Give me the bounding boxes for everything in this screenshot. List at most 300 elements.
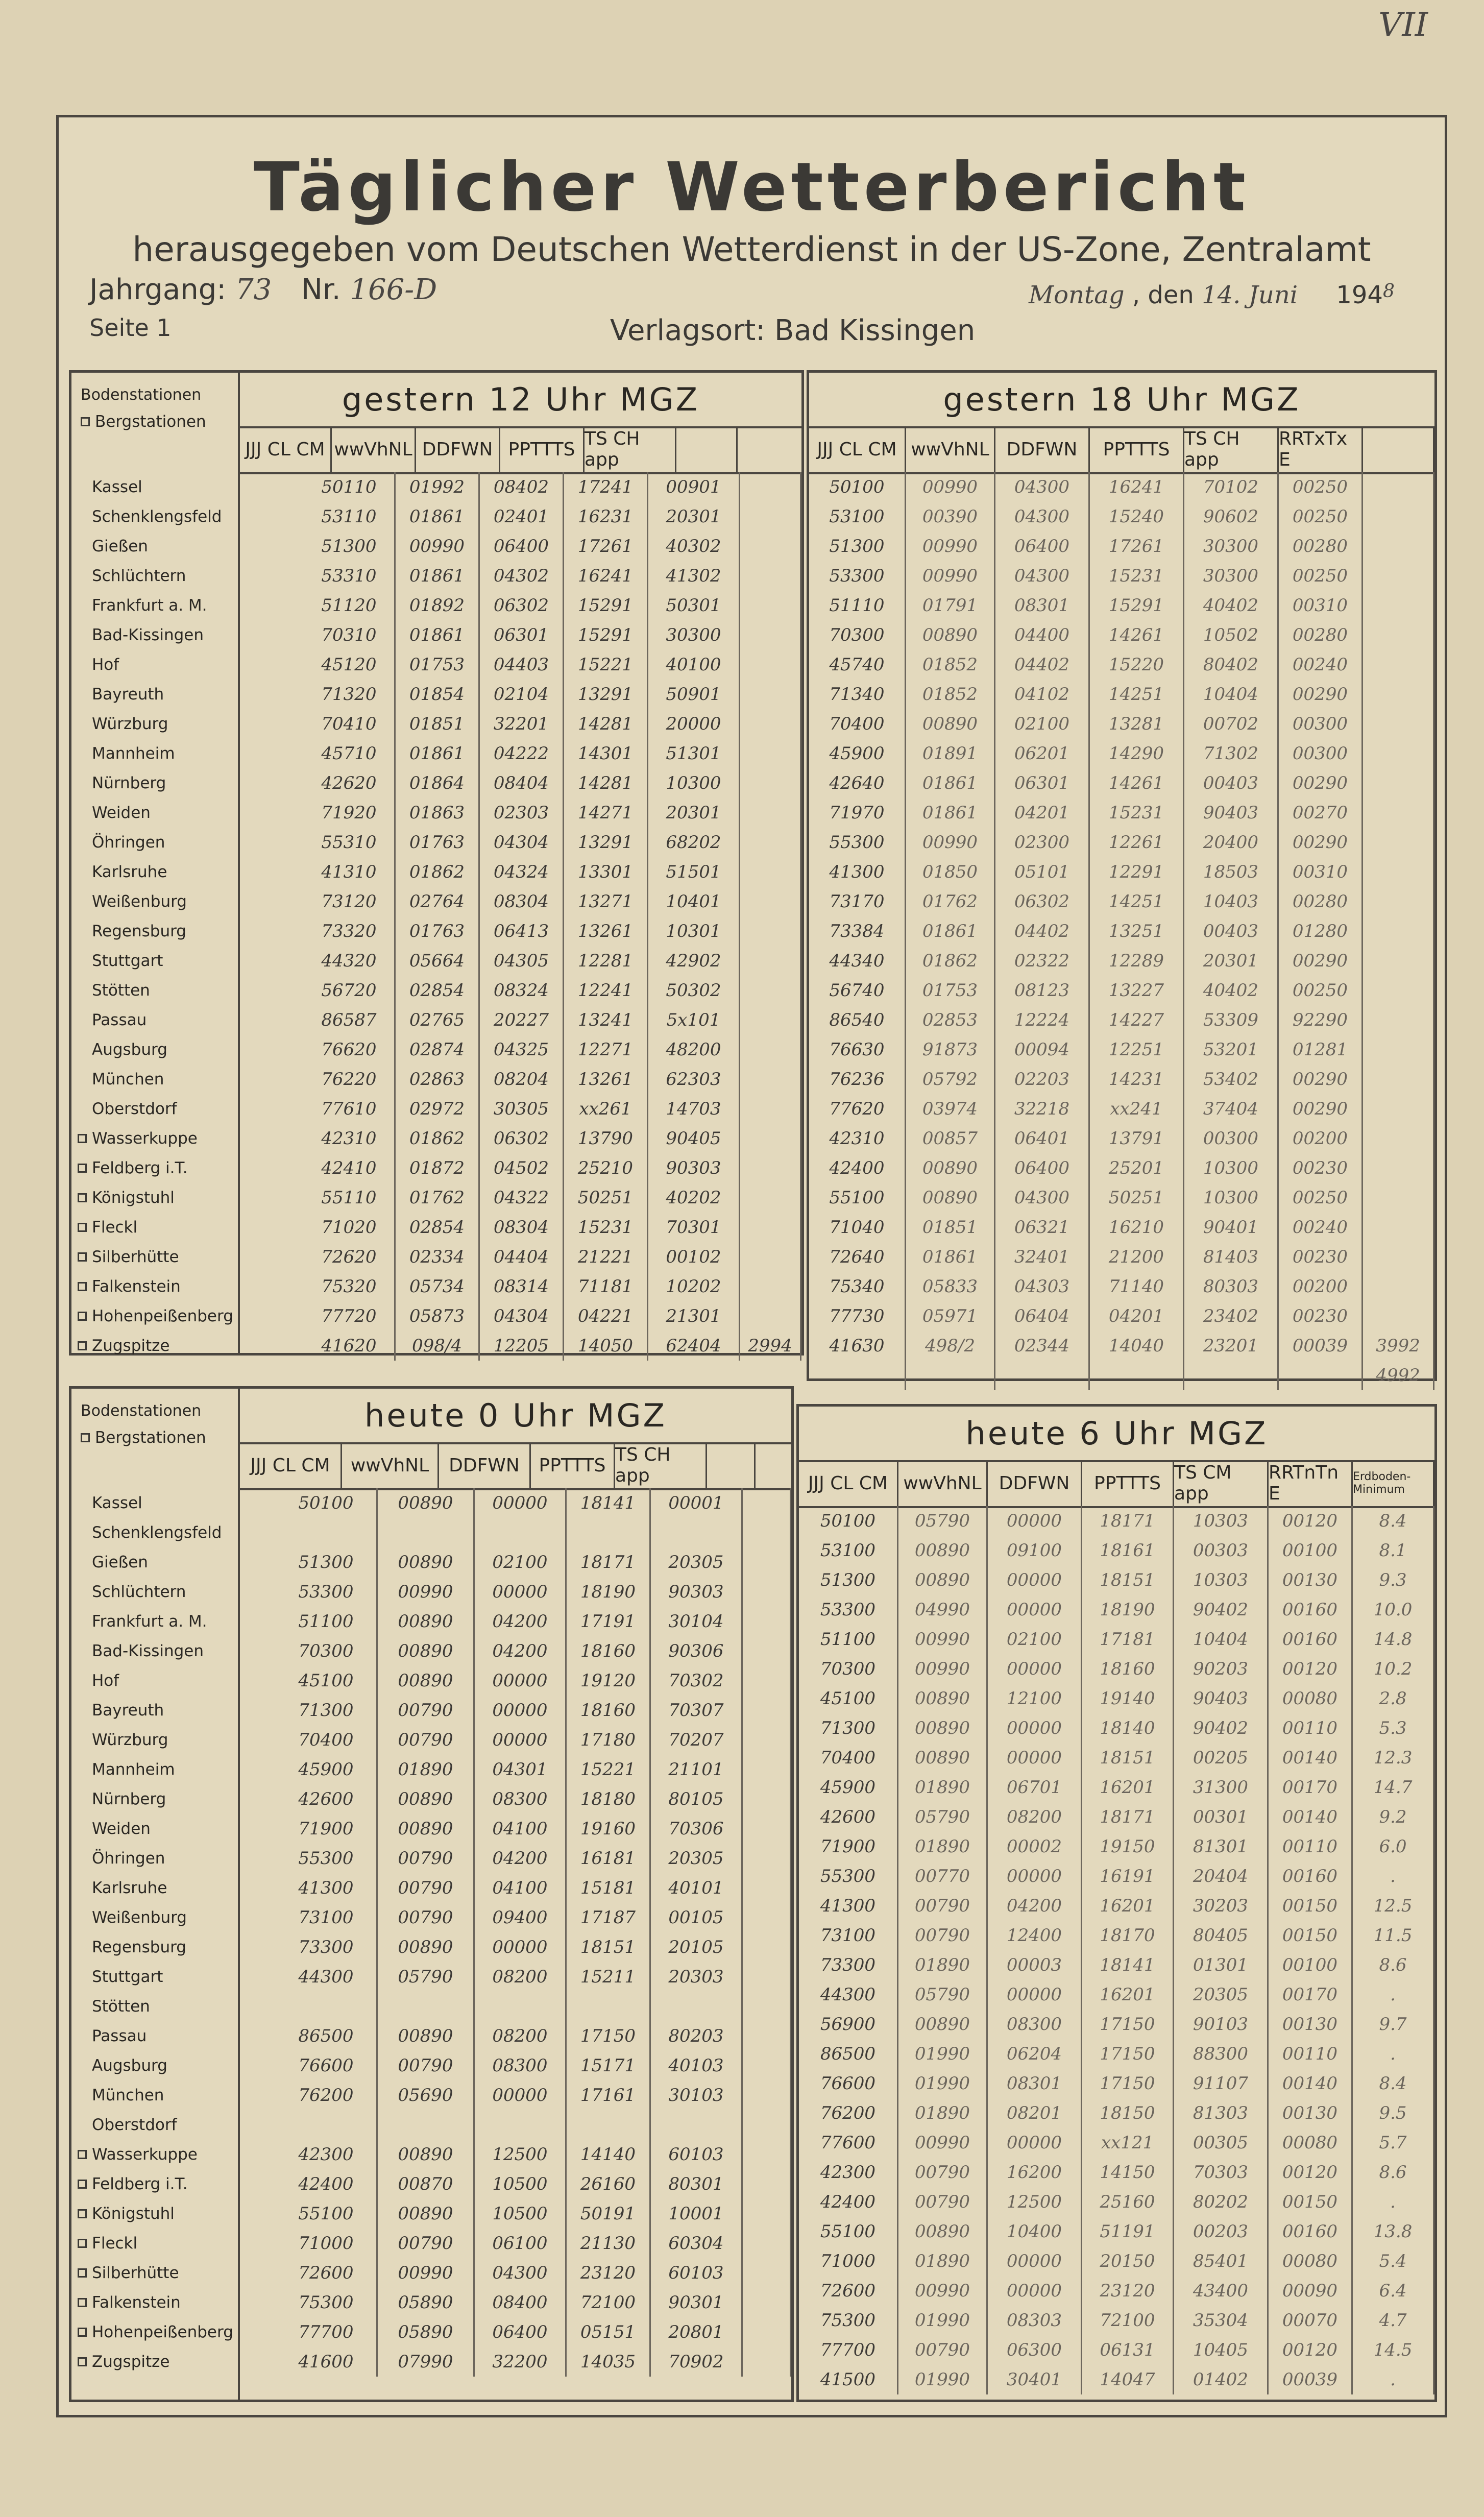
table-cell (567, 1992, 651, 2021)
table-cell: 71181 (564, 1272, 648, 1301)
station-name: Gießen (92, 1553, 148, 1571)
table-row (809, 1301, 1434, 1331)
station-name: Königstuhl (71, 1183, 238, 1213)
column-header: DDFWN (988, 1460, 1082, 1506)
station-name: Augsburg (92, 2056, 167, 2075)
table-cell (276, 1518, 378, 1547)
station-name: Mannheim (92, 1760, 175, 1779)
table-row (304, 1035, 801, 1064)
table-cell: 04300 (995, 1183, 1090, 1213)
table-cell: 12241 (564, 976, 648, 1005)
table-cell: 90403 (1184, 798, 1279, 828)
table-cell: 00890 (378, 1814, 475, 1844)
table-cell: 20227 (480, 1005, 564, 1035)
table-cell (743, 1962, 791, 1992)
table-cell: 06701 (988, 1773, 1082, 1802)
table-row (799, 1802, 1434, 1832)
table-cell: 40202 (648, 1183, 740, 1213)
table-cell: 00790 (378, 1873, 475, 1903)
table-cell: 73120 (304, 887, 396, 916)
column-header: wwVhNL (898, 1460, 988, 1506)
table-cell (276, 2110, 378, 2140)
table-cell: 01753 (396, 650, 480, 680)
table-cell: 05890 (378, 2317, 475, 2347)
table-row (809, 1094, 1434, 1124)
table-cell: 01892 (396, 591, 480, 620)
table-cell: 00990 (906, 531, 995, 561)
table-row (799, 1565, 1434, 1595)
table-cell (651, 1992, 743, 2021)
table-cell: 51191 (1082, 2217, 1174, 2246)
station-name: Hohenpeißenberg (71, 1301, 238, 1331)
table-cell (1363, 739, 1434, 768)
table-cell: 70300 (799, 1654, 898, 1684)
table-cell: 10.2 (1353, 1654, 1434, 1684)
table-cell: 01890 (898, 1950, 988, 1980)
table-cell: 00230 (1279, 1242, 1363, 1272)
table-cell (1363, 798, 1434, 828)
table-cell: 00890 (898, 1713, 988, 1743)
data-rows (809, 472, 1434, 1386)
table-row (304, 976, 801, 1005)
table-cell: 01280 (1279, 916, 1363, 946)
table-cell: 04300 (475, 2258, 567, 2288)
table-cell: 00990 (378, 1577, 475, 1607)
table-cell: 10502 (1184, 620, 1279, 650)
table-cell (743, 1518, 791, 1547)
table-cell (740, 946, 801, 976)
table-cell: 76620 (304, 1035, 396, 1064)
station-name: Kassel (92, 1494, 142, 1512)
table-cell: 20301 (1184, 946, 1279, 976)
table-cell (1184, 1361, 1279, 1390)
table-cell: 20000 (648, 709, 740, 739)
table-cell: 04200 (988, 1891, 1082, 1921)
station-name: München (92, 1070, 164, 1088)
table-cell: 00130 (1269, 2010, 1353, 2039)
table-cell: 4992 (1363, 1361, 1434, 1390)
table-cell: 00000 (988, 2276, 1082, 2306)
table-cell: 00990 (898, 1654, 988, 1684)
table-cell: 60103 (651, 2258, 743, 2288)
report-title: Täglicher Wetterbericht (253, 148, 1250, 227)
table-cell: 32218 (995, 1094, 1090, 1124)
table-cell: 15171 (567, 2051, 651, 2080)
table-cell: 08200 (988, 1802, 1082, 1832)
station-name: Frankfurt a. M. (92, 596, 207, 615)
table-row (304, 650, 801, 680)
table-row (276, 1666, 791, 1696)
table-cell (740, 1094, 801, 1124)
table-row (304, 1301, 801, 1331)
column-header (1363, 426, 1434, 472)
table-cell: 00001 (651, 1488, 743, 1518)
table-cell: 6.4 (1353, 2276, 1434, 2306)
table-cell (743, 1755, 791, 1784)
table-cell: 15221 (567, 1755, 651, 1784)
station-name: Stuttgart (92, 952, 163, 970)
table-cell (740, 1213, 801, 1242)
table-cell: 23402 (1184, 1301, 1279, 1331)
table-cell: 00990 (898, 1625, 988, 1654)
table-cell: 73100 (276, 1903, 378, 1932)
table-cell: 71300 (799, 1713, 898, 1743)
table-cell (740, 1064, 801, 1094)
table-cell: 01890 (378, 1755, 475, 1784)
table-cell: 10500 (475, 2199, 567, 2229)
table-row (304, 502, 801, 531)
table-cell: 8.1 (1353, 1536, 1434, 1565)
station-name: Fleckl (71, 1213, 238, 1242)
table-cell: 62303 (648, 1064, 740, 1094)
table-cell: 01872 (396, 1153, 480, 1183)
table-cell (809, 1361, 906, 1390)
table-cell: 10403 (1184, 887, 1279, 916)
table-cell: 00790 (898, 2158, 988, 2187)
table-cell: 50901 (648, 680, 740, 709)
table-cell: 00000 (988, 1743, 1082, 1773)
table-cell: 25210 (564, 1153, 648, 1183)
table-cell: 32401 (995, 1242, 1090, 1272)
table-cell: 50100 (809, 472, 906, 502)
column-header: wwVhNL (342, 1442, 439, 1488)
table-cell: 25160 (1082, 2187, 1174, 2217)
table-cell (378, 2110, 475, 2140)
table-cell (1363, 591, 1434, 620)
table-cell: 06404 (995, 1301, 1090, 1331)
table-cell: 00890 (898, 1565, 988, 1595)
table-cell: 14035 (567, 2347, 651, 2377)
table-cell: 68202 (648, 828, 740, 857)
table-cell: 01861 (906, 768, 995, 798)
table-cell: 73320 (304, 916, 396, 946)
table-row (799, 1625, 1434, 1654)
year-digit: 8 (1382, 281, 1395, 302)
table-cell: 00890 (378, 1932, 475, 1962)
table-cell: 20150 (1082, 2246, 1174, 2276)
table-cell: 71920 (304, 798, 396, 828)
berg-label: Bergstationen (81, 1424, 233, 1451)
table-cell: 5.3 (1353, 1713, 1434, 1743)
table-cell: 00000 (475, 1577, 567, 1607)
table-cell: 00790 (898, 1921, 988, 1950)
table-cell (743, 2229, 791, 2258)
column-header: PPTTTS (1090, 426, 1184, 472)
table-cell: 08301 (995, 591, 1090, 620)
table-cell: 06302 (480, 1124, 564, 1153)
table-row (304, 561, 801, 591)
column-header: wwVhNL (332, 426, 416, 472)
table-cell: . (1353, 2039, 1434, 2069)
table-row (304, 857, 801, 887)
table-cell: 18150 (1082, 2098, 1174, 2128)
table-row (276, 1577, 791, 1607)
table-cell (743, 1903, 791, 1932)
table-cell: 00790 (378, 2229, 475, 2258)
page-label: Seite 1 (89, 314, 172, 342)
station-name: Weißenburg (92, 1908, 187, 1927)
table-cell: 70102 (1184, 472, 1279, 502)
table-cell: 50191 (567, 2199, 651, 2229)
table-cell (378, 1992, 475, 2021)
table-cell: 19150 (1082, 1832, 1174, 1861)
station-name: Öhringen (92, 833, 165, 852)
table-cell: 32200 (475, 2347, 567, 2377)
table-cell: xx261 (564, 1094, 648, 1124)
archive-mark: VII (1378, 6, 1428, 44)
table-cell: 00000 (475, 2080, 567, 2110)
table-row (276, 2140, 791, 2169)
table-cell: 76600 (276, 2051, 378, 2080)
table-row (809, 739, 1434, 768)
table-cell: 01863 (396, 798, 480, 828)
table-cell (1363, 1005, 1434, 1035)
table-cell: 15181 (567, 1873, 651, 1903)
column-header: DDFWN (439, 1442, 531, 1488)
table-cell: 51300 (304, 531, 396, 561)
table-cell: 18151 (567, 1932, 651, 1962)
table-cell: 00110 (1269, 2039, 1353, 2069)
table-cell: 04990 (898, 1595, 988, 1625)
table-row (276, 2051, 791, 2080)
table-row (809, 1124, 1434, 1153)
table-cell: 06302 (995, 887, 1090, 916)
table-cell: 05971 (906, 1301, 995, 1331)
table-cell (1363, 857, 1434, 887)
table-cell: 13791 (1090, 1124, 1184, 1153)
table-cell (1363, 768, 1434, 798)
station-name: Bad-Kissingen (92, 626, 204, 644)
table-cell: 01851 (906, 1213, 995, 1242)
station-name: München (92, 2086, 164, 2104)
table-cell: 70300 (276, 1636, 378, 1666)
table-cell: 71320 (304, 680, 396, 709)
table-cell: 4.7 (1353, 2306, 1434, 2335)
report-subtitle: herausgegeben vom Deutschen Wetterdienst in der US-Zone, Zentralamt (132, 230, 1371, 269)
table-cell: 00140 (1269, 1743, 1353, 1773)
table-cell (1363, 531, 1434, 561)
table-row (799, 2335, 1434, 2365)
table-cell (740, 502, 801, 531)
table-cell: 00120 (1269, 1506, 1353, 1536)
table-cell: 15291 (564, 620, 648, 650)
table-cell: 53300 (809, 561, 906, 591)
table-cell (743, 1607, 791, 1636)
table-row (799, 2246, 1434, 2276)
table-cell: 12281 (564, 946, 648, 976)
table-cell: 00990 (906, 472, 995, 502)
table-cell: 20303 (651, 1962, 743, 1992)
station-name: Gießen (92, 537, 148, 555)
table-cell: 01861 (396, 739, 480, 768)
table-cell: 00110 (1269, 1832, 1353, 1861)
table-cell: 02853 (906, 1005, 995, 1035)
table-cell: 45900 (809, 739, 906, 768)
table-cell: 01852 (906, 680, 995, 709)
table-cell: 00300 (1279, 709, 1363, 739)
table-cell: 00105 (651, 1903, 743, 1932)
table-cell (651, 2110, 743, 2140)
table-cell: 498/2 (906, 1331, 995, 1361)
table-cell: 41500 (799, 2365, 898, 2394)
table-cell: 30300 (1184, 561, 1279, 591)
table-cell: 9.2 (1353, 1802, 1434, 1832)
table-row (809, 1272, 1434, 1301)
table-row (799, 2098, 1434, 2128)
data-rows (276, 1488, 791, 2400)
table-cell: 00094 (995, 1035, 1090, 1064)
table-cell: 00250 (1279, 561, 1363, 591)
table-cell: 72600 (799, 2276, 898, 2306)
table-cell: 13227 (1090, 976, 1184, 1005)
table-cell: 08314 (480, 1272, 564, 1301)
table-row (799, 1654, 1434, 1684)
table-cell: 18151 (1082, 1743, 1174, 1773)
table-cell: 04302 (480, 561, 564, 591)
column-headers (240, 1442, 791, 1490)
station-name: Weiden (92, 1820, 151, 1838)
table-cell: 04201 (1090, 1301, 1184, 1331)
table-cell: 16201 (1082, 1773, 1174, 1802)
table-cell: 77620 (809, 1094, 906, 1124)
station-name: Falkenstein (71, 1272, 238, 1301)
boden-label: Bodenstationen (81, 386, 202, 404)
table-row (304, 1094, 801, 1124)
table-cell: 90303 (651, 1577, 743, 1607)
table-cell (743, 2288, 791, 2317)
table-cell: 00790 (898, 1891, 988, 1921)
table-row (276, 1962, 791, 1992)
table-cell (740, 768, 801, 798)
table-cell: 01890 (898, 1832, 988, 1861)
station-name: Schenklengsfeld (92, 1523, 222, 1542)
table-cell: 04322 (480, 1183, 564, 1213)
table-cell: 53100 (799, 1536, 898, 1565)
table-cell: 71340 (809, 680, 906, 709)
table-cell: 53300 (276, 1577, 378, 1607)
table-cell: 80105 (651, 1784, 743, 1814)
table-cell: 77600 (799, 2128, 898, 2158)
table-cell: 14.7 (1353, 1773, 1434, 1802)
column-header: DDFWN (416, 426, 500, 472)
table-cell: 90303 (648, 1153, 740, 1183)
table-row (276, 1725, 791, 1755)
station-name: Regensburg (92, 922, 186, 940)
table-cell: 13.8 (1353, 2217, 1434, 2246)
table-cell: 06301 (480, 620, 564, 650)
table-cell: 06413 (480, 916, 564, 946)
table-cell: 14281 (564, 709, 648, 739)
station-name: Mannheim (92, 744, 175, 763)
table-cell: 9.3 (1353, 1565, 1434, 1595)
table-cell: 00039 (1269, 2365, 1353, 2394)
table-cell: 01861 (906, 916, 995, 946)
table-cell: 17161 (567, 2080, 651, 2110)
table-cell: 37404 (1184, 1094, 1279, 1124)
table-cell: 42310 (304, 1124, 396, 1153)
table-cell: 14703 (648, 1094, 740, 1124)
table-cell: 40101 (651, 1873, 743, 1903)
table-cell: 01890 (898, 2246, 988, 2276)
table-cell: 23120 (567, 2258, 651, 2288)
table-cell: 098/4 (396, 1331, 480, 1361)
table-cell (743, 2258, 791, 2288)
table-cell (740, 1005, 801, 1035)
table-cell: 70400 (276, 1725, 378, 1755)
table-cell: 21101 (651, 1755, 743, 1784)
table-row (276, 1873, 791, 1903)
table-cell: 00150 (1269, 1891, 1353, 1921)
table-cell: 09400 (475, 1903, 567, 1932)
table-cell: 04402 (995, 650, 1090, 680)
table-cell: 50100 (799, 1506, 898, 1536)
table-cell: 00290 (1279, 1094, 1363, 1124)
table-cell (651, 1518, 743, 1547)
table-row (809, 531, 1434, 561)
table-cell: 45710 (304, 739, 396, 768)
table-row (799, 1773, 1434, 1802)
table-cell: 08200 (475, 2021, 567, 2051)
table-cell (740, 1035, 801, 1064)
table-cell (1363, 1153, 1434, 1183)
table-cell: 00240 (1279, 1213, 1363, 1242)
table-cell: 04221 (564, 1301, 648, 1331)
table-cell: 90602 (1184, 502, 1279, 531)
table-cell: 18171 (567, 1547, 651, 1577)
table-cell: 14227 (1090, 1005, 1184, 1035)
table-cell: 81303 (1174, 2098, 1269, 2128)
table-cell (740, 916, 801, 946)
table-cell: 08200 (475, 1962, 567, 1992)
table-row (809, 1183, 1434, 1213)
table-cell: 18161 (1082, 1536, 1174, 1565)
table-cell: 12251 (1090, 1035, 1184, 1064)
table-cell (743, 2169, 791, 2199)
table-cell: 13261 (564, 1064, 648, 1094)
table-row (799, 2158, 1434, 2187)
table-cell: 40100 (648, 650, 740, 680)
year-prefix: 194 (1336, 281, 1383, 309)
table-row (304, 1272, 801, 1301)
table-cell: 00890 (378, 1784, 475, 1814)
table-cell: 8.6 (1353, 1950, 1434, 1980)
station-name: Schenklengsfeld (92, 507, 222, 526)
table-cell: 05890 (378, 2288, 475, 2317)
table-cell: 02764 (396, 887, 480, 916)
column-header: PPTTTS (500, 426, 585, 472)
table-cell: 30300 (648, 620, 740, 650)
table-cell: 20105 (651, 1932, 743, 1962)
table-cell: 86500 (799, 2039, 898, 2069)
table-cell: 01862 (906, 946, 995, 976)
table-row (276, 2110, 791, 2140)
column-headers (240, 426, 801, 474)
table-cell (1363, 976, 1434, 1005)
table-cell: 10303 (1174, 1506, 1269, 1536)
section-today-0 (69, 1386, 794, 2402)
table-cell (743, 2110, 791, 2140)
table-cell: 04200 (475, 1636, 567, 1666)
table-cell (743, 1577, 791, 1607)
table-cell: 04325 (480, 1035, 564, 1064)
table-cell: 80203 (651, 2021, 743, 2051)
table-cell: 42300 (799, 2158, 898, 2187)
table-cell (567, 2110, 651, 2140)
table-cell: 90405 (648, 1124, 740, 1153)
station-names (71, 472, 240, 1353)
table-row (799, 1684, 1434, 1713)
table-cell: 70410 (304, 709, 396, 739)
